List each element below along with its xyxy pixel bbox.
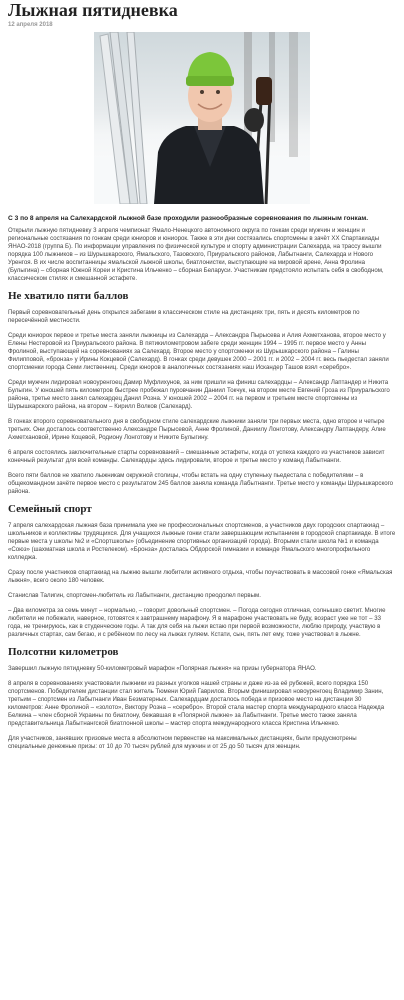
paragraph: Для участников, занявших призовые места в абсолютном первенстве на максимальных дистанциях, были предусмотрены специальные денежные призы: от 10 до 70 тысяч рублей для мужчин и от 25 до 50 тысяч для женщин. <box>8 735 357 750</box>
article-date: 12 апреля 2018 <box>8 22 53 28</box>
section-heading: Полсотни километров <box>8 646 119 658</box>
paragraph: 7 апреля салехардская лыжная база принимала уже не профессиональных спортсменов, а участников двух городских спартакиад – школьников и коллективы трудящихся. Для учащихся лыжные гонки стали завершающим испытанием в городской спартакиаде. В итоге первые места у школы №2 и «Спортшколы» (объединение спортивных организаций города). Вторыми стали школа №1 и команда «Союз» (шахматная школа и Ростелеком). «Бронза» досталась Обдорской гимназии и команде Ямальского многопрофильного колледжа. <box>8 522 396 561</box>
article-title: Лыжная пятидневка <box>8 0 178 20</box>
paragraph: Станислав Талигин, спортсмен-любитель из Лабытнанги, дистанцию преодолел первым. <box>8 592 261 599</box>
paragraph: Среди мужчин лидировал новоуренгоец Дамир Муфлихунов, за ним пришли на финиш салехардцы – Александр Лаптандер и Никита Булыгин. У юношей пять километров быстрее пробежал пуровчанин Даниил Токчук, на втором месте Евгений Гроза из Приуральского района, третье место занял салехардец Данил Розна. У юношей 2002 – 2004 гг. на первом и третьем месте спортсмены из Шурышкарского района, на втором – Кирилл Волков (Салехард). <box>8 379 390 410</box>
skier-portrait-photo <box>94 32 310 204</box>
article-lead: С 3 по 8 апреля на Салехардской лыжной базе проходили разнообразные соревнования по лыжным гонкам. <box>8 215 369 222</box>
paragraph: Первый соревновательный день открылся забегами в классическом стиле на дистанциях три, пять и десять километров по пересечённой местности. <box>8 309 360 324</box>
paragraph: Завершил лыжную пятидневку 50-километровый марафон «Полярная лыжня» на призы губернатора ЯНАО. <box>8 665 317 672</box>
section-heading: Не хватило пяти баллов <box>8 290 129 302</box>
intro-paragraph: Открыли лыжную пятидневку 3 апреля чемпионат Ямало-Ненецкого автономного округа по гонкам среди мужчин и женщин и региональные состязания по гонкам среди юниоров и юниорок. Также в эти дни состязались спортсмены в зачёт XX Спартакиады ЯНАО-2018 (группа Б). По информации управления по физической культуре и спорту администрации Салехарда, на трассу вышли порядка 100 лыжников – из Шурышкарского, Ямальского, Тазовского, Приуральского районов, Лабытнанги, Салехарда и Нового Уренгоя. В их числе воспитанницы ямальской лыжной школы, биатлонистки, выступающие на мировой арене, Анна Фролина (Булыгина) – сборная Южной Кореи и Кристина Ильченко – сборная Беларуси. Участникам предстояло испытать себя в свободном, классическом стилях и смешанной эстафете. <box>8 227 384 282</box>
paragraph: Всего пяти баллов не хватило лыжникам окружной столицы, чтобы встать на одну ступеньку пьедестала с победителями – в общекомандном зачёте первое место с результатом 245 баллов заняла команда Лабытнанги. Третье место у команды Шурышкарского района. <box>8 472 394 495</box>
paragraph: В гонках второго соревновательного дня в свободном стиле салехардские лыжники заняли три первых места, одно второе и четыре третьих. Они досталось соответственно Александре Пырысевой, Анне Фролиной, Даниилу Лонготову, Александру Лаптандеру, Алие Ахметхановой, Ирине Коцевой, Родиону Лонготову и Никите Булыгину. <box>8 418 386 441</box>
article-photo <box>94 32 310 204</box>
paragraph: Сразу после участников спартакиад на лыжню вышли любители активного отдыха, чтобы поучаствовать в массовой гонке «Ямальская лыжня», всего около 180 человек. <box>8 569 393 584</box>
paragraph: Среди юниорок первое и третье места заняли лыжницы из Салехарда – Александра Пырысева и Алия Ахметханова, второе место у Елены Нестеровой из Приуральского района. В пятикилометровом забеге среди женщин 1994 – 1995 гг. первое место у Анны Фролиной, выступающей на соревнованиях за Салехард. Второе место у спортсменки из Шурышкарского района – Галины Филипповой, «бронза» у Ирины Кокцевой (Салехард). В гонках среди девушек 2000 – 2001 гг. и 2002 – 2004 гг. весь пьедестал заняли спортсменки города Семи лиственниц. Среди юноров в аналогичных состязаниях наш Искандер Ташов взял «серебро». <box>8 332 389 371</box>
paragraph: 8 апреля в соревнованиях участвовали лыжники из разных уголков нашей страны и даже из-за её рубежей, всего порядка 150 спортсменов. Победителем дистанции стал житель Тюмени Юрий Гаврилов. Вторым финишировал новоуренгоец Владимир Занин, третьим – спортсмен из Лабытнанги Иван Безматерных. Салехардцам досталось победа и призовое место на дистанции 30 километров: Анне Фролиной – «золото», Виктору Розна – «серебро». Второй стала мастер спорта международного класса Надежда Белкина – член сборной Украины по биатлону, бежавшая в «Полярной лыжне» за Лабытнанги. Третье место также заняла представительница Лабытнангской биатлонной школы – мастер спорта международного класса Кристина Ильченко. <box>8 680 385 727</box>
quote-paragraph: – Два километра за семь минут – нормально, – говорит довольный спортсмен. – Погода сегодня отличная, солнышко светит. Многие любители не побежали, наверное, готовятся к завтрашнему марафону. Я в марафоне участвовать не буду, возраст уже не тот – 33 года, не тренируюсь, как в студенческие годы. А так для себя на лыжи встаю при первой возможности, люблю природу, участвую в различных стартах, сам бегаю, и с ребёнком по лесу на лыжах гуляем. Кстати, сын, пять лет ему, тоже участвовал в лыжне. <box>8 607 386 638</box>
paragraph: 6 апреля состоялись заключительные старты соревнований – смешанные эстафеты, когда от успеха каждого из участников зависит конечный результат для всей команды. Салехардцы здесь лидировали, второе и третье место у команд Лабытнанги. <box>8 449 385 464</box>
section-heading: Семейный спорт <box>8 503 92 515</box>
